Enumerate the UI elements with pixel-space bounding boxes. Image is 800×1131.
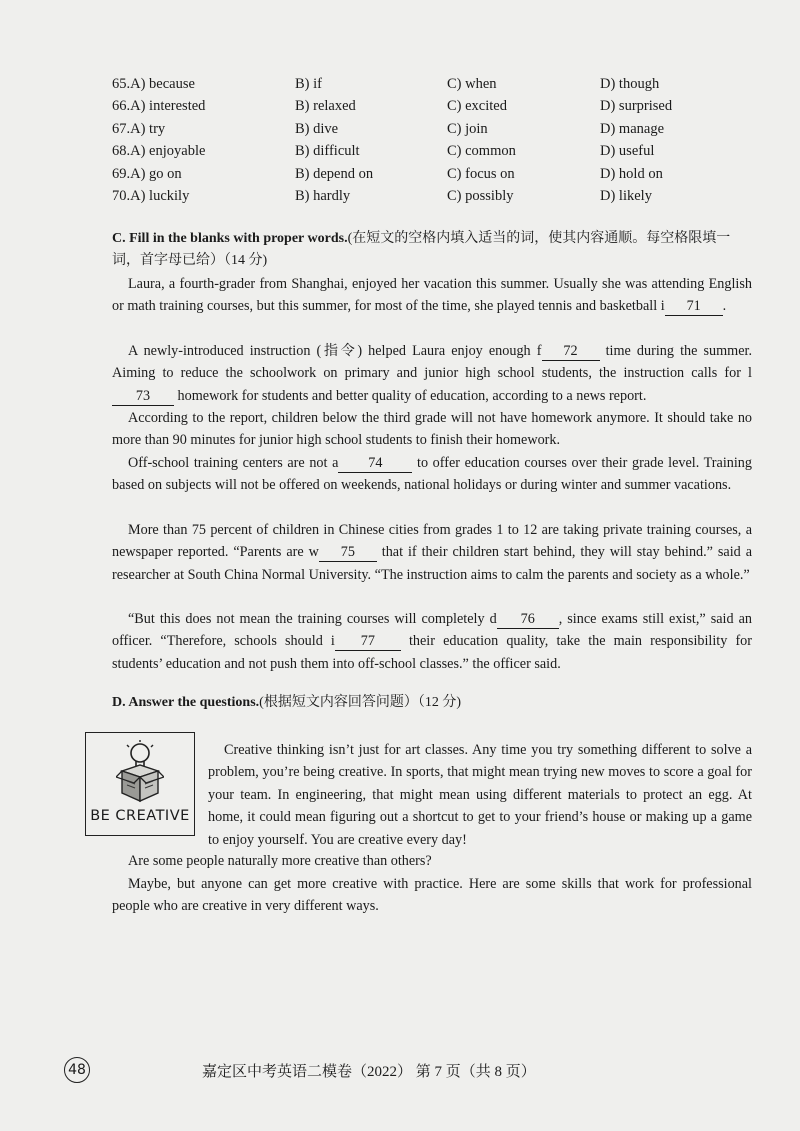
option-a[interactable]: 68.A) enjoyable xyxy=(112,143,206,159)
section-d-paragraph-3: Maybe, but anyone can get more creative with practice. Here are some skills that work for professional people who are creative in very different ways. xyxy=(112,876,752,915)
question-number: 70. xyxy=(112,188,131,204)
section-c-paragraph-3: According to the report, children below the third grade will not have homework anymore. It should take no more than 90 minutes for junior high school students to finish their homework. xyxy=(112,410,752,449)
option-row xyxy=(0,121,800,143)
option-a[interactable]: 70.A) luckily xyxy=(112,188,190,204)
question-number: 68. xyxy=(112,143,131,159)
option-row xyxy=(0,143,800,165)
section-d-paragraph-2: Are some people naturally more creative than others? xyxy=(128,853,432,869)
section-c-instruction: (在短文的空格内填入适当的词，使其内容通顺。每空格限填一词，首字母已给）（14 分) xyxy=(112,231,731,268)
question-number: 66. xyxy=(112,98,131,114)
option-c[interactable]: C) excited xyxy=(447,98,507,114)
section-c-paragraph-6: “But this does not mean the training courses will completely d 76 , since exams still exist,” said an officer. “Therefore, schools should i 77 their education quality, take the main responsibility for students’ education and not push them into off-school classes.” the officer said. xyxy=(112,611,752,672)
option-b[interactable]: B) if xyxy=(295,76,322,92)
footer-text: 嘉定区中考英语二模卷（2022） 第 7 页（共 8 页） xyxy=(202,1064,536,1080)
section-c-heading xyxy=(112,228,757,272)
option-row xyxy=(0,166,800,188)
section-c-paragraph-5: More than 75 percent of children in Chinese cities from grades 1 to 12 are taking private training courses, a newspaper reported. “Parents are w 75 that if their children start behind, they will stay behind.” said a researcher at South China Normal University. “The instruction aims to calm the parents and society as a whole.” xyxy=(112,522,752,583)
section-d-instruction: (根据短文内容回答问题）（12 分) xyxy=(259,695,461,710)
option-b[interactable]: B) dive xyxy=(295,121,339,137)
option-d[interactable]: D) likely xyxy=(600,188,652,204)
option-row xyxy=(0,98,800,120)
page-footer xyxy=(0,1057,800,1083)
option-a[interactable]: 66.A) interested xyxy=(112,98,206,114)
option-c[interactable]: C) focus on xyxy=(447,166,515,182)
option-row xyxy=(0,188,800,210)
option-b[interactable]: B) depend on xyxy=(295,166,374,182)
option-a[interactable]: 69.A) go on xyxy=(112,166,182,182)
option-b[interactable]: B) relaxed xyxy=(295,98,356,114)
option-d[interactable]: D) useful xyxy=(600,143,655,159)
option-d[interactable]: D) surprised xyxy=(600,98,673,114)
option-c[interactable]: C) when xyxy=(447,76,497,92)
blank-76[interactable]: d 76 xyxy=(490,611,559,627)
be-creative-logo xyxy=(85,732,195,836)
section-c-paragraph-1: Laura, a fourth-grader from Shanghai, enjoyed her vacation this summer. Usually she was attending English or math training courses, but this summer, for most of the time, she played tennis and basketball i 71 . xyxy=(112,276,752,315)
option-a[interactable]: 67.A) try xyxy=(112,121,166,137)
section-c-title: C. Fill in the blanks with proper words. xyxy=(112,231,348,246)
option-b[interactable]: B) hardly xyxy=(295,188,351,204)
lightbulb-box-icon xyxy=(116,739,164,805)
option-d[interactable]: D) hold on xyxy=(600,166,663,182)
question-number: 67. xyxy=(112,121,131,137)
option-c[interactable]: C) join xyxy=(447,121,488,137)
option-c[interactable]: C) possibly xyxy=(447,188,514,204)
option-d[interactable]: D) though xyxy=(600,76,660,92)
option-a[interactable]: 65.A) because xyxy=(112,76,195,92)
page-badge: 48 xyxy=(64,1057,90,1083)
logo-text: BE CREATIVE xyxy=(90,808,190,824)
section-d-title: D. Answer the questions. xyxy=(112,695,260,710)
option-d[interactable]: D) manage xyxy=(600,121,665,137)
blank-71[interactable]: i 71 xyxy=(661,298,723,314)
option-row xyxy=(0,76,800,98)
blank-73[interactable]: l73 xyxy=(112,365,752,403)
blank-74[interactable]: a 74 xyxy=(332,455,412,471)
blank-72[interactable]: f 72 xyxy=(537,343,600,359)
section-c-paragraph-4: Off-school training centers are not a 74 to offer education courses over their grade level. Training based on subjects will not be offered on weekends, national holidays or during winter and summer vacations. xyxy=(112,455,752,494)
question-number: 69. xyxy=(112,166,131,182)
option-b[interactable]: B) difficult xyxy=(295,143,360,159)
blank-75[interactable]: w 75 xyxy=(309,544,377,560)
blank-77[interactable]: i 77 xyxy=(331,633,401,649)
option-c[interactable]: C) common xyxy=(447,143,516,159)
question-number: 65. xyxy=(112,76,131,92)
section-c-paragraph-2: A newly-introduced instruction (指令) helped Laura enjoy enough f 72 time during the summer. Aiming to reduce the schoolwork on primary and junior high school students, the instruction calls for l73 homework for students and better quality of education, according to a news report. xyxy=(112,343,752,404)
section-d-heading xyxy=(112,692,757,714)
section-d-paragraph-1: Creative thinking isn’t just for art classes. Any time you try something different to solve a problem, you’re being creative. In sports, that might mean trying new moves to score a goal for your team. In engineering, that might mean using different materials to protect an egg. At home, it could mean figuring out a shortcut to get to your friend’s house or making up a game to enjoy yourself. You are creative every day! xyxy=(208,742,752,848)
